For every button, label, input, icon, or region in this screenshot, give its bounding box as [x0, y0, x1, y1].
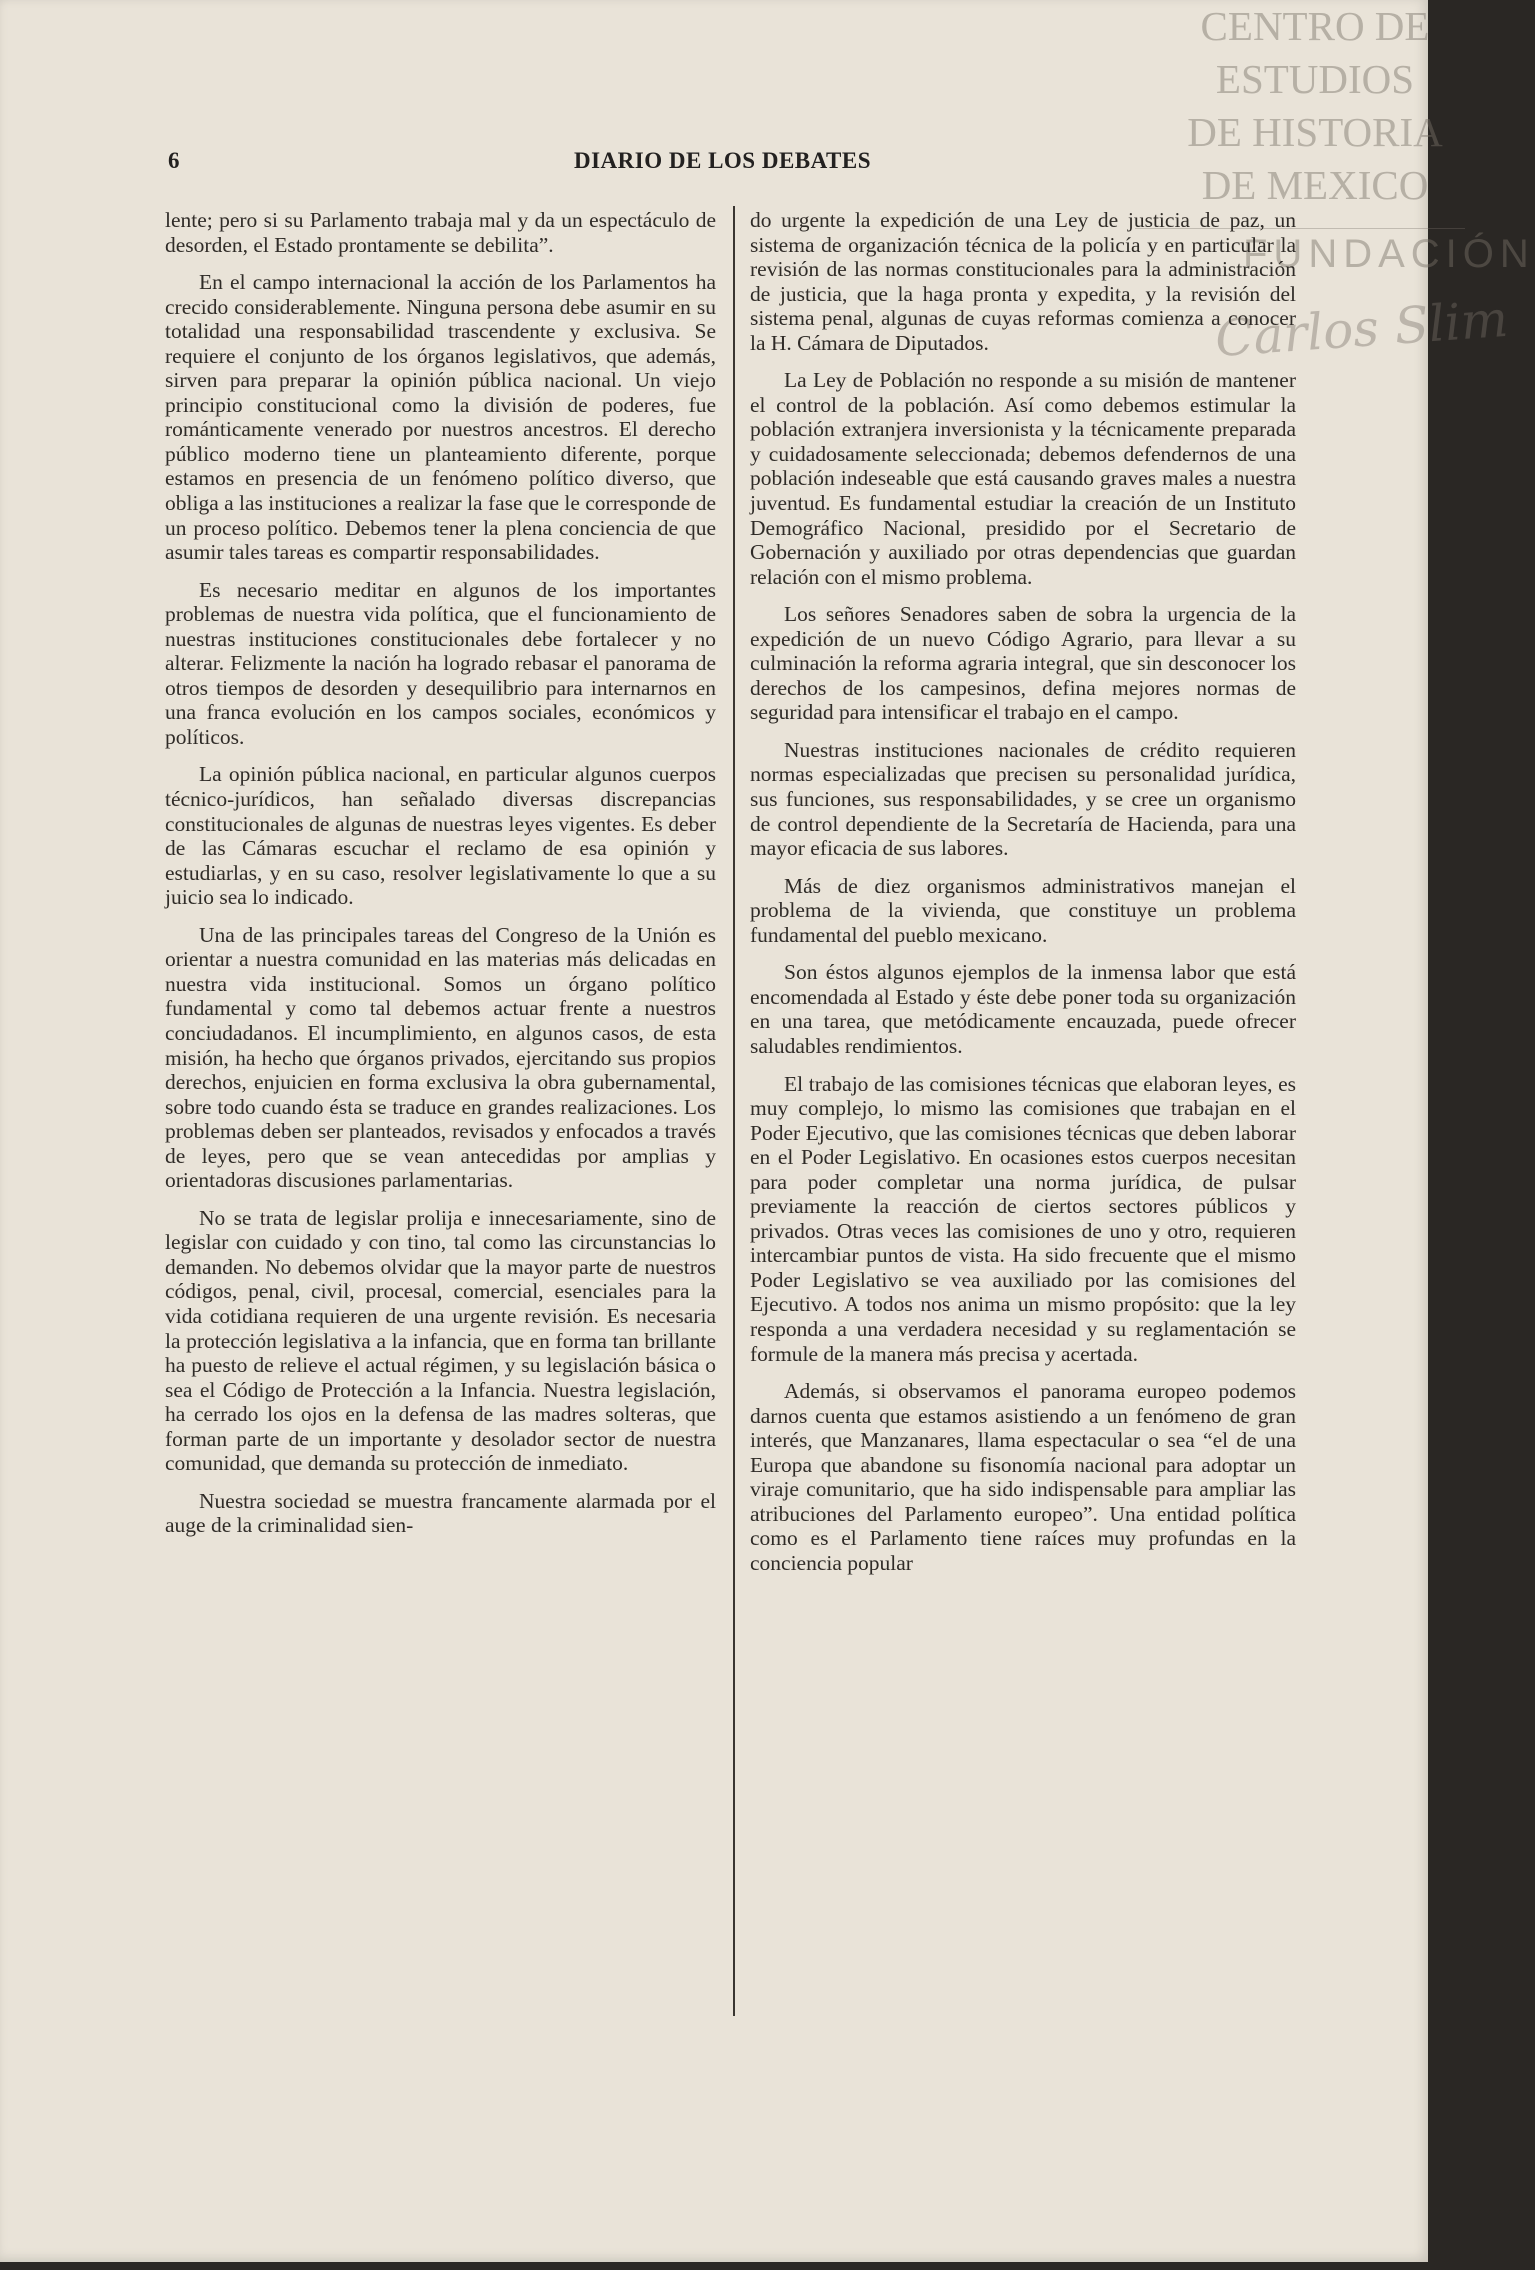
paragraph: Es necesario meditar en algunos de los importantes problemas de nuestra vida política, que el funcionamiento de nuestras instituciones constitucionales debe fortalecer y no alterar. Felizmente la nación ha logrado rebasar el panorama de otros tiempos de desorden y desequilibrio para internarnos en una franca evolución en los campos sociales, económicos y políticos. [165, 577, 716, 749]
left-column [165, 208, 716, 1551]
journal-title: DIARIO DE LOS DEBATES [574, 148, 872, 173]
paragraph: En el campo internacional la acción de los Parlamentos ha crecido considerablemente. Ninguna persona debe asumir en su totalidad una responsabilidad trascendente y exclusiva. Se requiere el conjunto de los órganos legislativos, que además, sirven para preparar la opinión pública nacional. Un viejo principio constitucional como la división de poderes, fue románticamente venerado por nuestros ancestros. El derecho público moderno tiene un planteamiento diferente, porque estamos en presencia de un fenómeno político diverso, que obliga a las instituciones a realizar la fase que le corresponde de un proceso político. Debemos tener la plena conciencia de que asumir tales tareas es compartir responsabilidades. [165, 270, 717, 565]
paragraph: Más de diez organismos administrativos manejan el problema de la vivienda, que constituye un problema fundamental del pueblo mexicano. [750, 873, 1296, 947]
paragraph: La Ley de Población no responde a su misión de mantener el control de la población. Así como debemos estimular la población extranjera inversionista y la técnicamente preparada y cuidadosamente seleccionada; debemos defendernos de una población indeseable que está causando graves males a nuestra juventud. Es fundamental estudiar la creación de un Instituto Demográfico Nacional, presidido por el Secretario de Gobernación y auxiliado por otras dependencias que guardan relación con el mismo problema. [750, 368, 1296, 589]
watermark-line: CENTRO DE [1200, 3, 1430, 49]
paragraph: lente; pero si su Parlamento trabaja mal y da un espectáculo de desorden, el Estado prontamente se debilita”. [165, 208, 716, 257]
watermark-line: DE HISTORIA [1187, 109, 1443, 155]
paragraph: Nuestra sociedad se muestra francamente alarmada por el auge de la criminalidad sien- [165, 1488, 716, 1538]
paragraph: Son éstos algunos ejemplos de la inmensa labor que está encomendada al Estado y éste debe poner toda su organización en una tarea, que metódicamente encauzada, puede ofrecer saludables rendimientos. [750, 960, 1296, 1058]
column-divider [733, 206, 735, 2016]
watermark-organization: FUNDACIÓN [1243, 232, 1535, 276]
paragraph: La opinión pública nacional, en particular algunos cuerpos técnico-jurídicos, han señalado diversas discrepancias constitucionales de algunas de nuestras leyes vigentes. Es deber de las Cámaras escuchar el reclamo de esa opinión y estudiarlas, y en su caso, resolver legislativamente lo que a su juicio sea lo indicado. [165, 762, 716, 910]
paragraph: El trabajo de las comisiones técnicas que elaboran leyes, es muy complejo, lo mismo las comisiones que trabajan en el Poder Ejecutivo, que las comisiones técnicas que deben laborar en el Poder Legislativo. En ocasiones estos cuerpos necesitan para poder completar una norma jurídica, de pulsar previamente la reacción de ciertos sectores públicos y privados. Otras veces las comisiones de uno y otro, requieren intercambiar puntos de vista. Ha sido frecuente que el mismo Poder Legislativo se vea auxiliado por las comisiones del Ejecutivo. A todos nos anima un mismo propósito: que la ley responda a una verdadera necesidad y su reglamentación se formule de la manera más precisa y acertada. [750, 1071, 1296, 1366]
archive-watermark [1165, 0, 1465, 212]
watermark-line: DE MEXICO [1201, 162, 1429, 208]
paragraph: Los señores Senadores saben de sobra la urgencia de la expedición de un nuevo Código Agrario, para llevar a su culminación la reforma agraria integral, que sin desconocer los derechos de los campesinos, defina mejores normas de seguridad para intensificar el trabajo en el campo. [750, 602, 1296, 725]
paragraph: do urgente la expedición de una Ley de justicia de paz, un sistema de organización técnica de la policía y en particular la revisión de las normas constitucionales para la administración de justicia, que la haga pronta y expedita, y la revisión del sistema penal, algunas de cuyas reformas comienza a conocer la H. Cámara de Diputados. [750, 208, 1296, 355]
paragraph: Además, si observamos el panorama europeo podemos darnos cuenta que estamos asistiendo a un fenómeno de gran interés, que Manzanares, llama espectacular o sea “el de una Europa que abandone su fisonomía nacional para adoptar un viraje comunitario, que ha sido indispensable para ampliar las atribuciones del Parlamento europeo”. Una entidad política como es el Parlamento tiene raíces muy profundas en la conciencia popular [750, 1379, 1296, 1575]
paragraph: Nuestras instituciones nacionales de crédito requieren normas especializadas que precisen su personalidad jurídica, sus funciones, sus responsabilidades, y se cree un organismo de control dependiente de la Secretaría de Hacienda, para una mayor eficacia de sus labores. [750, 737, 1296, 861]
paragraph: No se trata de legislar prolija e innecesariamente, sino de legislar con cuidado y con tino, tal como las circunstancias lo demanden. No debemos olvidar que la mayor parte de nuestros códigos, penal, civil, procesal, comercial, esenciales para la vida cotidiana requieren de una urgente revisión. Es necesaria la protección legislativa a la infancia, que en forma tan brillante ha puesto de relieve el actual régimen, y su legislación básica o sea el Código de Protección a la Infancia. Nuestra legislación, ha cerrado los ojos en la defensa de las madres solteras, que forman parte de un importante y desolador sector de nuestra comunidad, que demanda su protección de inmediato. [165, 1205, 716, 1476]
page-number: 6 [168, 148, 180, 173]
watermark-line: ESTUDIOS [1215, 56, 1415, 102]
watermark-signature: Carlos Slim [1213, 289, 1510, 369]
paragraph: Una de las principales tareas del Congreso de la Unión es orientar a nuestra comunidad en las materias más delicadas en nuestra vida institucional. Somos un órgano político fundamental y como tal debemos actuar frente a nuestros conciudadanos. El incumplimiento, en algunos casos, de esta misión, ha hecho que órganos privados, ejercitando sus propios derechos, enjuicien en forma exclusiva la obra gubernamental, sobre todo cuando ésta se traduce en grandes realizaciones. Los problemas deben ser planteados, revisados y enfocados a través de leyes, pero que se vean antecedidas por amplias y orientadoras discusiones parlamentarias. [165, 922, 716, 1193]
right-column [750, 208, 1296, 1588]
